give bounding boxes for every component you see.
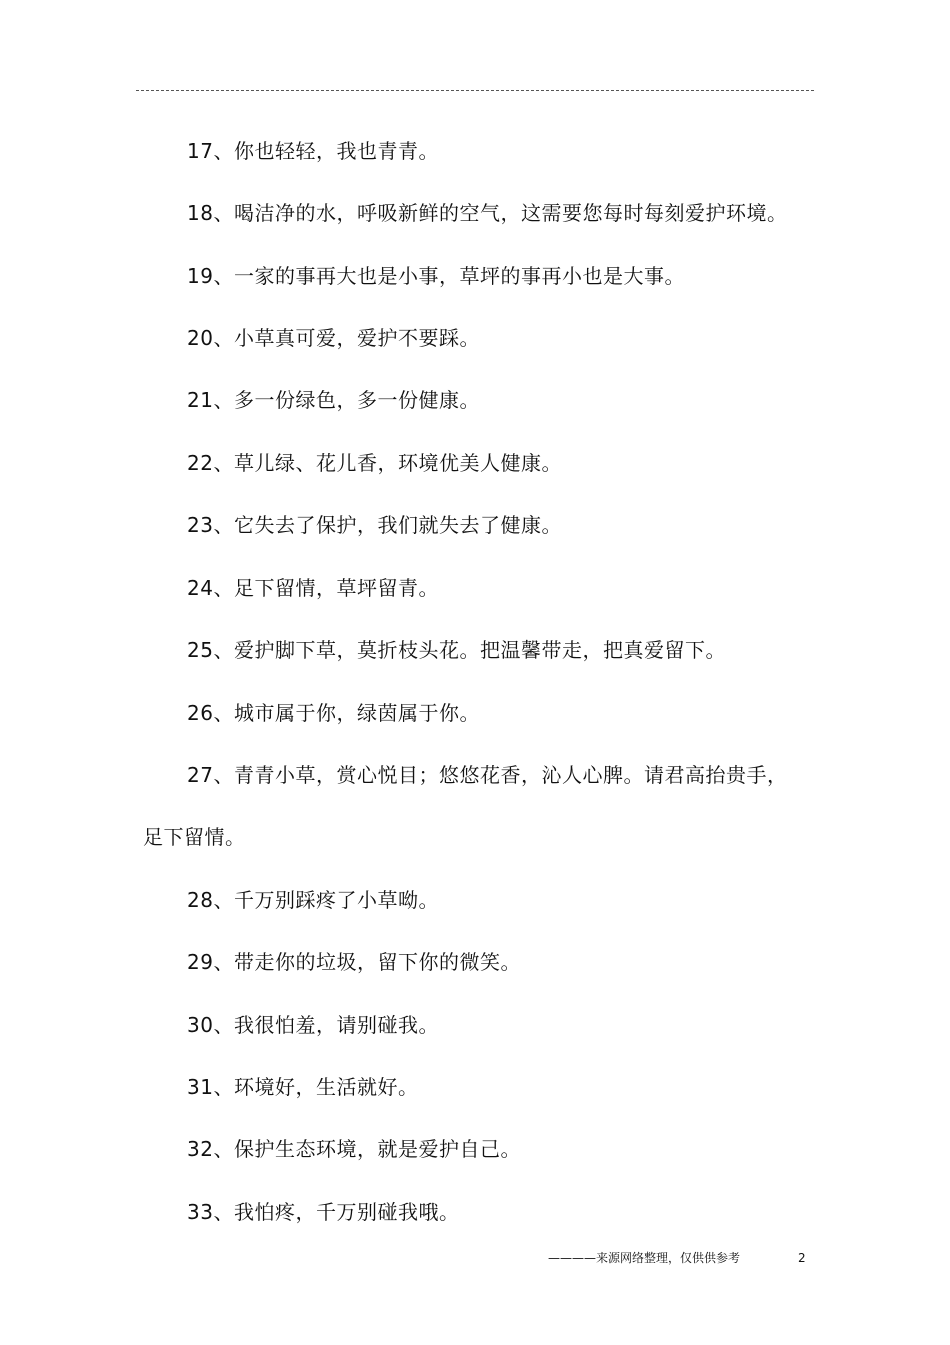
slogan-line: 31、环境好，生活就好。 [187,1075,419,1099]
footer-source-note: ————来源网络整理，仅供供参考 [548,1251,741,1265]
slogan-line-continuation: 足下留情。 [143,825,246,849]
slogan-line: 17、你也轻轻，我也青青。 [187,139,439,163]
slogan-line: 25、爱护脚下草，莫折枝头花。把温馨带走，把真爱留下。 [187,638,726,662]
slogan-line: 28、千万别踩疼了小草呦。 [187,888,439,912]
slogan-line: 24、足下留情，草坪留青。 [187,576,439,600]
slogan-line: 21、多一份绿色，多一份健康。 [187,388,480,412]
slogan-line: 30、我很怕羞，请别碰我。 [187,1013,439,1037]
slogan-line: 20、小草真可爱，爱护不要踩。 [187,326,480,350]
slogan-line: 19、一家的事再大也是小事，草坪的事再小也是大事。 [187,264,685,288]
slogan-line: 27、青青小草，赏心悦目；悠悠花香，沁人心脾。请君高抬贵手， [187,763,788,787]
slogan-line: 32、保护生态环境，就是爱护自己。 [187,1137,521,1161]
slogan-line: 26、城市属于你，绿茵属于你。 [187,701,480,725]
page-number: 2 [798,1251,806,1265]
slogan-line: 18、喝洁净的水，呼吸新鲜的空气，这需要您每时每刻爱护环境。 [187,201,788,225]
slogan-line: 33、我怕疼，千万别碰我哦。 [187,1200,460,1224]
slogan-line: 29、带走你的垃圾，留下你的微笑。 [187,950,521,974]
slogan-line: 22、草儿绿、花儿香，环境优美人健康。 [187,451,562,475]
slogan-line: 23、它失去了保护，我们就失去了健康。 [187,513,562,537]
